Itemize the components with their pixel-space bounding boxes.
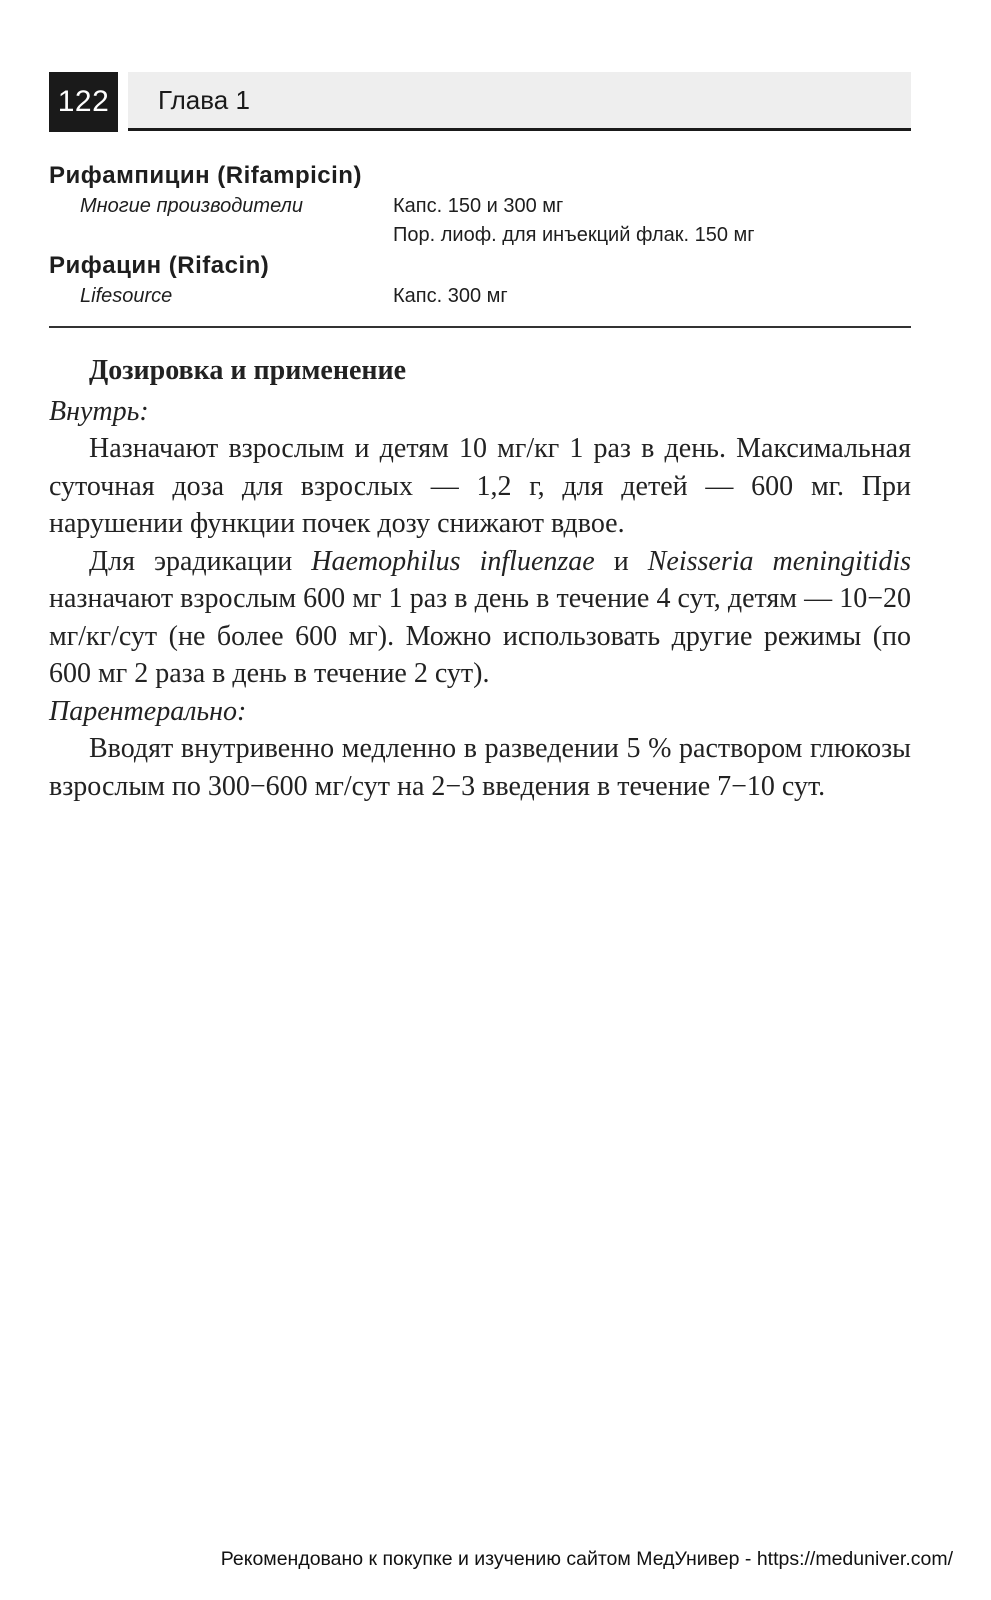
oral-paragraph-2: [49, 543, 911, 693]
chapter-title: Глава 1: [158, 85, 250, 115]
drug-manufacturer: Lifesource: [80, 285, 173, 307]
drug-list: [49, 160, 911, 311]
drug-form: Капс. 300 мг: [393, 285, 508, 307]
paragraph-text: Для эрадикации: [89, 545, 312, 577]
parenteral-subheading: Парентерально:: [49, 695, 247, 727]
chapter-bar: [128, 72, 911, 131]
drug-row: [49, 192, 911, 221]
page-number: 122: [49, 72, 118, 132]
organism-name: Haemophilus influenzae: [311, 545, 595, 577]
drug-row: [49, 282, 911, 311]
drug-name: Рифацин (Rifacin): [49, 252, 270, 279]
drug-name: Рифампицин (Rifampicin): [49, 162, 362, 189]
drug-form: Пор. лиоф. для инъекций флак. 150 мг: [393, 224, 755, 246]
oral-paragraph-1: Назначают взрослым и детям 10 мг/кг 1 раз в день. Максимальная суточная доза для взрослых — 1,2 г, для детей — 600 мг. При нарушении функции почек дозу снижают вдвое.: [49, 433, 911, 539]
parenteral-paragraph: Вводят внутривенно медленно в разведении 5 % раствором глюкозы взрослым по 300−600 мг/сут на 2−3 введения в течение 7−10 сут.: [49, 733, 911, 802]
dosage-section: [49, 352, 911, 805]
drug-manufacturer: Многие производители: [80, 195, 303, 217]
paragraph-text: назначают взрослым 600 мг 1 раз в день в течение 4 сут, детям — 10−20 мг/кг/сут (не более 600 мг). Можно использовать другие режимы (по 600 мг 2 раза в день в течение 2 сут).: [49, 583, 911, 689]
footer-note: Рекомендовано к покупке и изучению сайтом МедУнивер - https://meduniver.com/: [220, 1548, 953, 1570]
section-title: Дозировка и применение: [89, 355, 407, 386]
drug-row: [49, 221, 911, 250]
paragraph-text: и: [594, 545, 648, 577]
page-header: [49, 72, 911, 132]
oral-subheading: Внутрь:: [49, 395, 149, 427]
divider: [49, 326, 911, 328]
organism-name: Neisseria meningitidis: [647, 545, 911, 577]
drug-form: Капс. 150 и 300 мг: [393, 195, 564, 217]
